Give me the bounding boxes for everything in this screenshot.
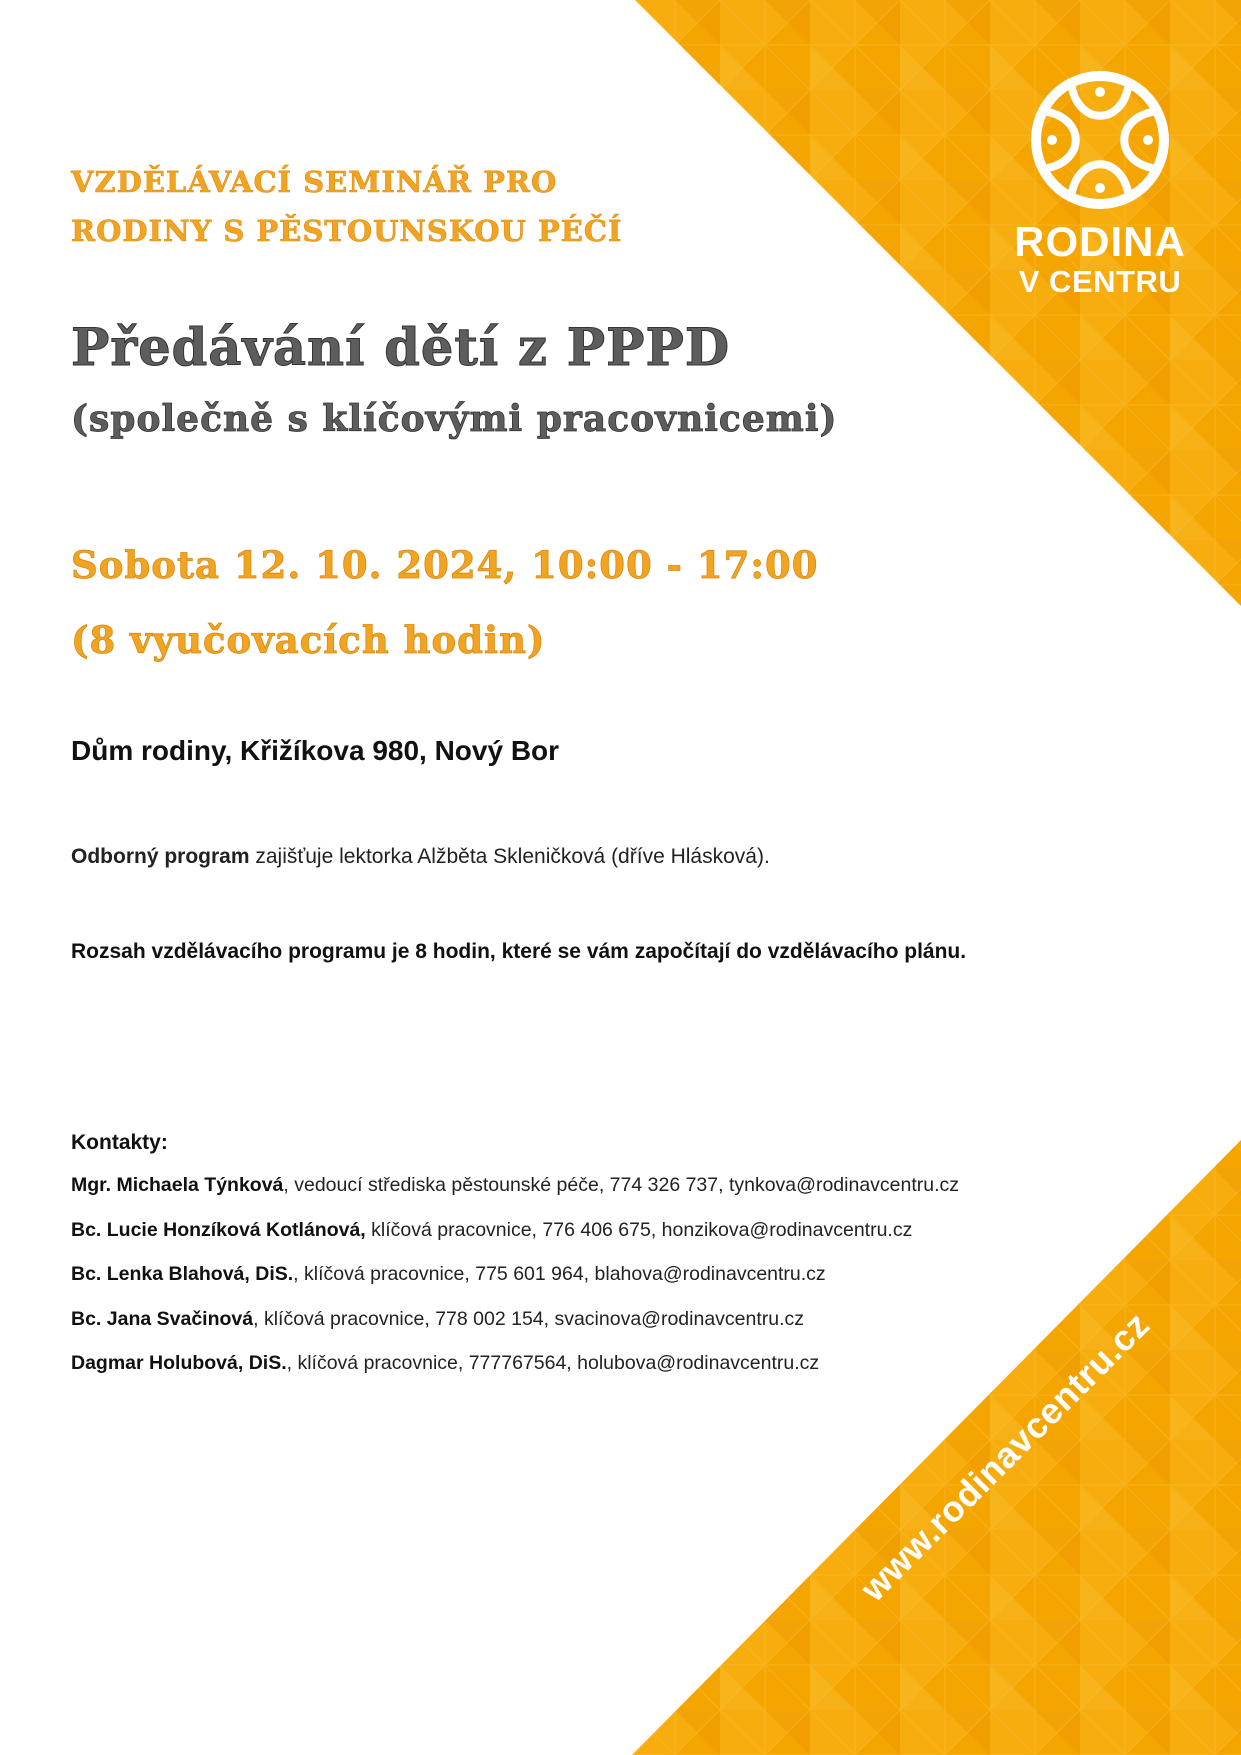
contact-name: Bc. Lenka Blahová, DiS. bbox=[71, 1263, 294, 1285]
program-label: Odborný program bbox=[71, 845, 250, 868]
event-date-time: Sobota 12. 10. 2024, 10:00 - 17:00 bbox=[71, 543, 819, 587]
contacts-heading: Kontakty: bbox=[71, 1131, 168, 1154]
contact-name: Mgr. Michaela Týnková bbox=[71, 1174, 284, 1196]
event-hours: (8 vyučovacích hodin) bbox=[71, 618, 546, 662]
event-title: Předávání dětí z PPPD bbox=[71, 318, 731, 378]
contact-item bbox=[71, 1263, 959, 1308]
brand-logo bbox=[1005, 70, 1195, 300]
brand-name-line1: RODINA bbox=[1014, 218, 1186, 265]
rodina-v-centru-logo-icon bbox=[1030, 70, 1170, 210]
contact-item bbox=[71, 1352, 959, 1397]
contact-item bbox=[71, 1308, 959, 1353]
program-scope-paragraph: Rozsah vzdělávacího programu je 8 hodin, které se vám započítají do vzdělávacího plánu. bbox=[71, 940, 967, 963]
contact-name: Bc. Lucie Honzíková Kotlánová, bbox=[71, 1218, 366, 1241]
contact-item bbox=[71, 1219, 959, 1264]
website-link[interactable]: www.rodinavcentru.cz bbox=[852, 1303, 1158, 1609]
contact-details: , klíčová pracovnice, 778 002 154, svacinova@rodinavcentru.cz bbox=[253, 1307, 805, 1330]
contact-details: , klíčová pracovnice, 775 601 964, blahova@rodinavcentru.cz bbox=[293, 1263, 826, 1285]
program-paragraph bbox=[71, 845, 770, 869]
program-text: zajišťuje lektorka Alžběta Skleničková (dříve Hlásková). bbox=[249, 845, 770, 868]
contact-name: Bc. Jana Svačinová bbox=[71, 1307, 254, 1330]
contact-details: klíčová pracovnice, 776 406 675, honzikova@rodinavcentru.cz bbox=[365, 1218, 913, 1241]
contact-item bbox=[71, 1174, 959, 1219]
contact-name: Dagmar Holubová, DiS. bbox=[71, 1352, 287, 1374]
contact-details: , vedoucí střediska pěstounské péče, 774 326 737, tynkova@rodinavcentru.cz bbox=[283, 1174, 960, 1196]
seminar-heading-line2: RODINY S PĚSTOUNSKOU PÉČÍ bbox=[71, 214, 623, 248]
contacts-list bbox=[71, 1174, 959, 1397]
brand-name-line2: V CENTRU bbox=[1018, 264, 1182, 299]
contact-details: , klíčová pracovnice, 777767564, holubova@rodinavcentru.cz bbox=[286, 1352, 820, 1374]
seminar-heading-line1: VZDĚLÁVACÍ SEMINÁŘ PRO bbox=[71, 165, 558, 199]
event-subtitle: (společně s klíčovými pracovnicemi) bbox=[71, 398, 838, 440]
event-venue: Dům rodiny, Křižíkova 980, Nový Bor bbox=[71, 735, 560, 766]
seminar-heading bbox=[71, 158, 623, 256]
